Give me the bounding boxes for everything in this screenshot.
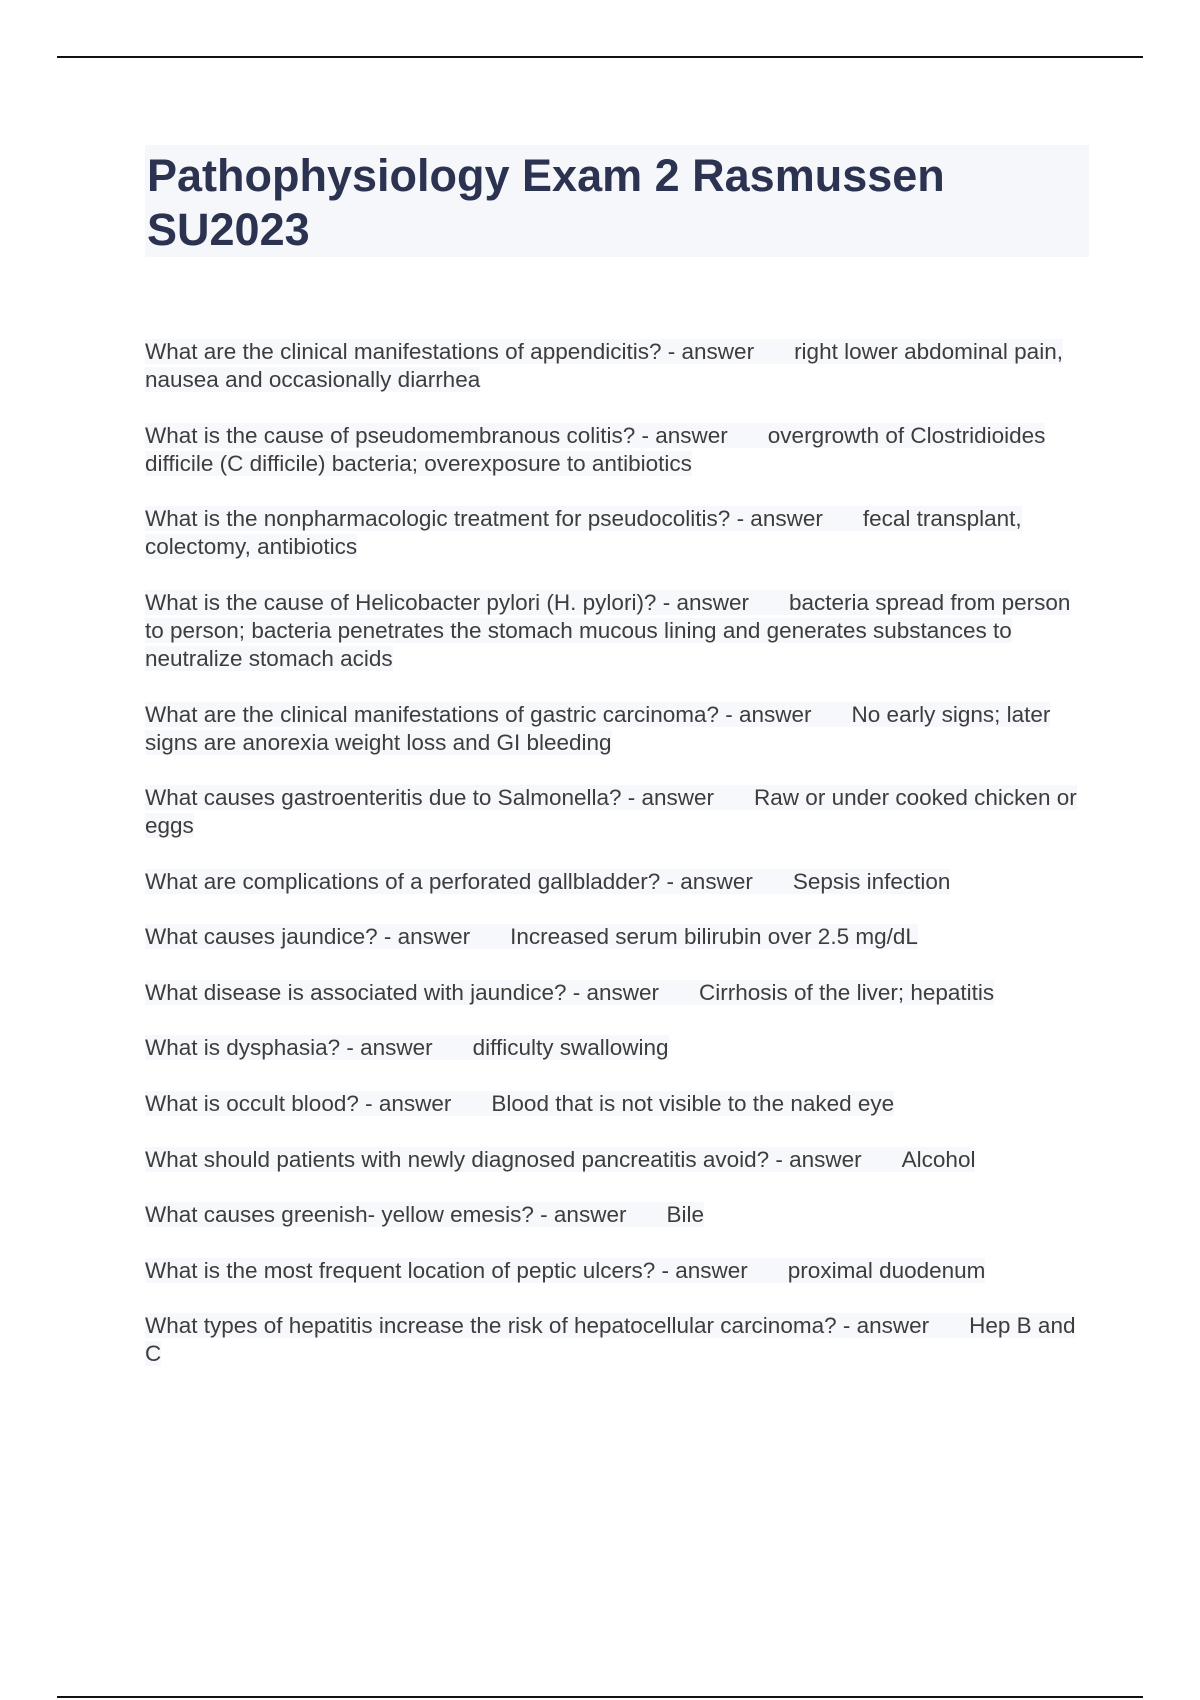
answer-separator: - answer [621,785,715,810]
question-text: What is dysphasia? [145,1035,341,1060]
answer-separator: - answer [566,980,660,1005]
answer-separator: - answer [635,423,728,448]
document-title: Pathophysiology Exam 2 Rasmussen SU2023 [147,150,945,255]
title-block [145,145,1089,257]
qa-item [145,1312,1095,1368]
qa-item [145,701,1095,757]
answer-text: Bile [666,1202,704,1227]
answer-text: difficulty swallowing [472,1035,669,1060]
answer-separator: - answer [769,1147,862,1172]
answer-text: Blood that is not visible to the naked eye [491,1091,895,1116]
question-text: What causes greenish- yellow emesis? [145,1202,534,1227]
answer-separator: - answer [377,924,471,949]
bottom-divider [57,1696,1143,1698]
answer-separator: - answer [719,702,812,727]
question-text: What is the most frequent location of peptic ulcers? [145,1258,656,1283]
answer-text: Hep B and C [145,1313,1076,1366]
answer-text: bacteria spread from person to person; bacteria penetrates the stomach mucous lining and generates substances to neutralize stomach acids [145,590,1071,671]
answer-separator: - answer [533,1202,627,1227]
qa-item [145,422,1095,478]
qa-item [145,505,1095,561]
qa-item [145,1146,1095,1174]
question-text: What are the clinical manifestations of appendicitis? [145,339,662,364]
question-text: What causes gastroenteritis due to Salmonella? [145,785,622,810]
answer-separator: - answer [660,869,753,894]
answer-text: right lower abdominal pain, nausea and occasionally diarrhea [145,339,1063,392]
qa-item [145,1257,1095,1285]
answer-separator: - answer [730,506,823,531]
answer-separator: - answer [340,1035,433,1060]
qa-item [145,979,1095,1007]
question-text: What is the cause of Helicobacter pylori (H. pylori)? [145,590,657,615]
question-text: What is the cause of pseudomembranous colitis? [145,423,636,448]
answer-text: Cirrhosis of the liver; hepatitis [699,980,995,1005]
qa-item [145,338,1095,394]
top-divider [57,56,1143,58]
answer-text: fecal transplant, colectomy, antibiotics [145,506,1022,559]
answer-separator: - answer [358,1091,452,1116]
question-text: What is the nonpharmacologic treatment for pseudocolitis? [145,506,731,531]
answer-separator: - answer [836,1313,930,1338]
answer-separator: - answer [661,339,755,364]
answer-separator: - answer [655,1258,748,1283]
qa-list [145,338,1095,1368]
question-text: What are the clinical manifestations of gastric carcinoma? [145,702,720,727]
answer-text: Alcohol [901,1147,976,1172]
qa-item [145,1034,1095,1062]
qa-item [145,1090,1095,1118]
qa-item [145,923,1095,951]
answer-text: No early signs; later signs are anorexia weight loss and GI bleeding [145,702,1051,755]
question-text: What should patients with newly diagnosed pancreatitis avoid? [145,1147,770,1172]
answer-text: Increased serum bilirubin over 2.5 mg/dL [510,924,918,949]
question-text: What types of hepatitis increase the risk of hepatocellular carcinoma? [145,1313,837,1338]
answer-text: overgrowth of Clostridioides difficile (C difficile) bacteria; overexposure to antibiotics [145,423,1046,476]
question-text: What are complications of a perforated gallbladder? [145,869,661,894]
answer-text: Sepsis infection [792,869,951,894]
answer-text: Raw or under cooked chicken or eggs [145,785,1077,838]
qa-item [145,1201,1095,1229]
qa-item [145,868,1095,896]
question-text: What is occult blood? [145,1091,359,1116]
question-text: What causes jaundice? [145,924,378,949]
question-text: What disease is associated with jaundice? [145,980,567,1005]
answer-text: proximal duodenum [787,1258,986,1283]
answer-separator: - answer [656,590,749,615]
qa-item [145,784,1095,840]
qa-item [145,589,1095,673]
